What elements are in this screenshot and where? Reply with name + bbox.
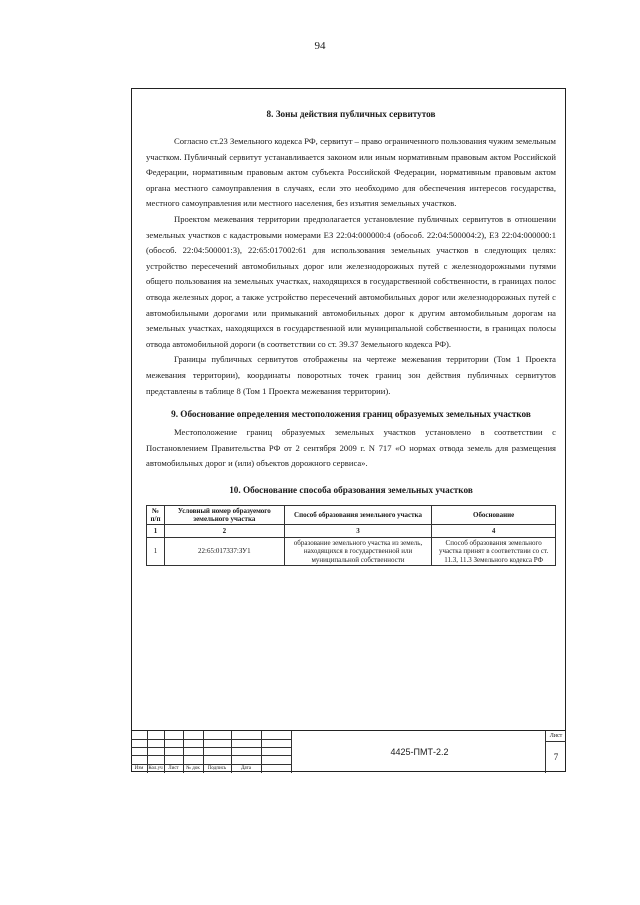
title-block-label: Подпись (207, 766, 227, 771)
title-block-label: Изм (134, 766, 144, 771)
section-8-paragraph: Согласно ст.23 Земельного кодекса РФ, сервитут – право ограниченного пользования чужим земельным участком. Публичный сервитут устанавливается законом или иным нормативным правовым актом Российской Федерации, нормативным правовым актом субъекта Российской Федерации, нормативным правовым актом органа местного самоуправления в случаях, если это необходимо для обеспечения интересов государства, местного самоуправления или местного населения, без изъятия земельных участков. (146, 136, 556, 209)
title-block-label: Дата (241, 766, 251, 771)
page-number: 94 (314, 40, 326, 52)
document-code: 4425-ПМТ-2.2 (390, 747, 449, 757)
land-plots-table (146, 505, 556, 566)
table-row (147, 538, 556, 566)
title-block-label: Лист (168, 766, 179, 771)
sheet-number: 7 (553, 752, 559, 762)
column-number-cell: 1 (147, 525, 165, 538)
table-column-numbers-row (147, 525, 556, 538)
table-cell: Способ образования земельного участка принят в соответствии со ст. 11.3, 11.3 Земельного кодекса РФ (432, 538, 556, 566)
section-9-title: 9. Обоснование определения местоположения границ образуемых земельных участков (171, 409, 531, 420)
table-header-cell: № п/п (147, 505, 165, 524)
title-block (131, 730, 566, 773)
section-8-paragraph: Границы публичных сервитутов отображены на чертеже межевания территории (Том 1 Проекта межевания территории), координаты поворотных точек границ зон действия публичных сервитутов представлены в таблице 8 (Том 1 Проекта межевания территории). (146, 354, 556, 396)
section-10-title: 10. Обоснование способа образования земельных участков (229, 484, 473, 495)
table-cell: образование земельного участка из земель, находящихся в государственной или муниципальной собственности (284, 538, 432, 566)
column-number-cell: 2 (164, 525, 284, 538)
title-block-label: Кол.уч (148, 766, 163, 771)
table-header-cell: Способ образования земельного участка (284, 505, 432, 524)
section-8-title: 8. Зоны действия публичных сервитутов (266, 109, 436, 119)
table-cell: 22:65:017337:ЗУ1 (164, 538, 284, 566)
table-cell: 1 (147, 538, 165, 566)
column-number-cell: 4 (432, 525, 556, 538)
table-header-row (147, 505, 556, 524)
section-8-paragraph: Проектом межевания территории предполагается установление публичных сервитутов в отношении земельных участков с кадастровыми номерами ЕЗ 22:04:000000:4 (обособ. 22:04:500004:2), ЕЗ 22:04:000000:1 (обособ. 22:04:500001:3), 22:65:017002:61 для использования земельных участков в следующих целях: устройство пересечений автомобильных дорог или железнодорожных путей с железнодорожными путями общего пользования на земельных участках, находящихся в государственной собственности, в границах полос отвода железных дорог, а также устройство пересечений автомобильных дорог или железнодорожных путей с автомобильными дорогами или примыканий автомобильных дорог к другим автомобильным дорогам на земельных участках, находящихся в государственной или муниципальной собственности, в границах полосы отвода автомобильной дороги (в соответствии со ст. 39.37 Земельного кодекса РФ). (146, 213, 556, 349)
section-9-paragraph: Местоположение границ образуемых земельных участков установлено в соответствии с Постановлением Правительства РФ от 2 сентября 2009 г. N 717 «О нормах отвода земель для размещения автомобильных дорог и (или) объектов дорожного сервиса». (146, 427, 556, 469)
column-number-cell: 3 (284, 525, 432, 538)
table-header-cell: Обоснование (432, 505, 556, 524)
sheet-label: Лист (546, 731, 566, 742)
title-block-label: № док (186, 766, 200, 771)
sheet-box (545, 731, 566, 773)
document-body (146, 108, 556, 566)
table-header-cell: Условный номер образуемого земельного участка (164, 505, 284, 524)
